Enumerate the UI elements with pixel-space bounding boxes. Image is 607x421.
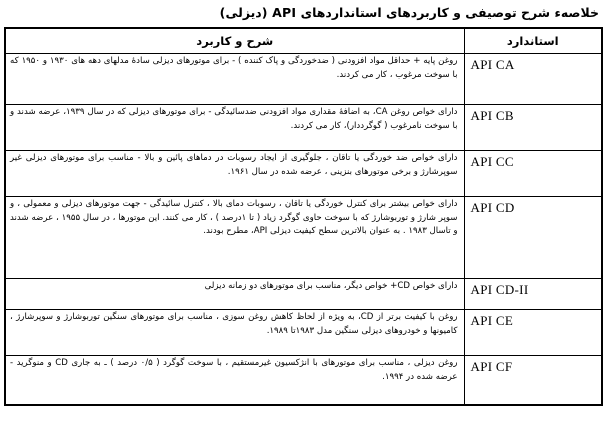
row-description: دارای خواص CD+ خواص دیگر، مناسب برای موتورهای دو زمانه دیزلی bbox=[5, 279, 464, 310]
row-standard bbox=[464, 197, 602, 279]
row-standard bbox=[464, 54, 602, 105]
row-description: روغن دیزلی ، مناسب برای موتورهای با انژکسیون غیرمستقیم ، با سوخت گوگرد ( ۰/۵ درصد ) ـ به جاری CD و منوگرید - عرضه شده در ۱۹۹۴. bbox=[5, 356, 464, 405]
row-description: روغن با کیفیت برتر از CD، به ویژه از لحاظ کاهش روغن سوزی ، مناسب برای موتورهای سنگین توربوشارژ و سوپرشارژ ، کامیونها و خودروهای دیزلی سنگین مدل ۱۹۸۳تا ۱۹۸۹. bbox=[5, 310, 464, 356]
table-row bbox=[5, 279, 602, 310]
table-row bbox=[5, 105, 602, 151]
table-row bbox=[5, 54, 602, 105]
standard-code: API CD-II bbox=[470, 282, 529, 297]
row-description: دارای خواص ضد خوردگی یا تاقان ، جلوگیری از ایجاد رسوبات در دماهای پائین و بالا - مناسب برای موتورهای دیزلی غیر سوپرشارژ و برخی موتورهای بنزینی ، عرضه شده در سال ۱۹۶۱. bbox=[5, 151, 464, 197]
table-row bbox=[5, 310, 602, 356]
row-description: دارای خواص بیشتر برای کنترل خوردگی یا تاقان ، رسوبات دمای بالا ، کنترل سائیدگی - جهت موتورهای دیزلی و معمولی ، و سوپر شارژ و توربوشارژ که با سوخت حاوی گوگرد زیاد ( تا ۱درصد ) ، کار می کنند. این موتورها ، در سال ۱۹۵۵ ، عرضه شدند و تاسال ۱۹۸۳ . به عنوان بالاترین سطح کیفیت دیزلی API، مطرح بودند. bbox=[5, 197, 464, 279]
row-standard bbox=[464, 279, 602, 310]
table-header-row bbox=[5, 28, 602, 54]
table-row bbox=[5, 197, 602, 279]
page-title: خلاصهء شرح توصیفی و کاربردهای استانداردهای API (دیزلی) bbox=[219, 5, 599, 20]
standard-code: API CC bbox=[470, 154, 514, 169]
standard-code: API CB bbox=[470, 108, 514, 123]
standard-code: API CA bbox=[470, 57, 515, 72]
row-description: روغن پایه + حداقل مواد افزودنی ( ضدخوردگی و پاک کننده ) - برای موتورهای دیزلی سادهٔ مدلهای دهه های ۱۹۳۰ و ۱۹۵۰ که با سوخت مرغوب ، کار می کردند. bbox=[5, 54, 464, 105]
row-standard bbox=[464, 356, 602, 405]
header-standard: استاندارد bbox=[464, 28, 602, 54]
row-description: دارای خواص روغن CA، به اضافهٔ مقداری مواد افزودنی ضدسائیدگی - برای موتورهای دیزلی که در سال ۱۹۳۹، عرضه شدند و با سوخت نامرغوب ( گوگرددار)، کار می کردند. bbox=[5, 105, 464, 151]
row-standard bbox=[464, 151, 602, 197]
table-row bbox=[5, 151, 602, 197]
row-standard bbox=[464, 310, 602, 356]
standard-code: API CE bbox=[470, 313, 514, 328]
api-standards-table bbox=[4, 27, 603, 406]
row-standard bbox=[464, 105, 602, 151]
table-row bbox=[5, 356, 602, 405]
header-description: شرح و کاربرد bbox=[5, 28, 464, 54]
standard-code: API CD bbox=[470, 200, 515, 215]
standard-code: API CF bbox=[470, 359, 513, 374]
